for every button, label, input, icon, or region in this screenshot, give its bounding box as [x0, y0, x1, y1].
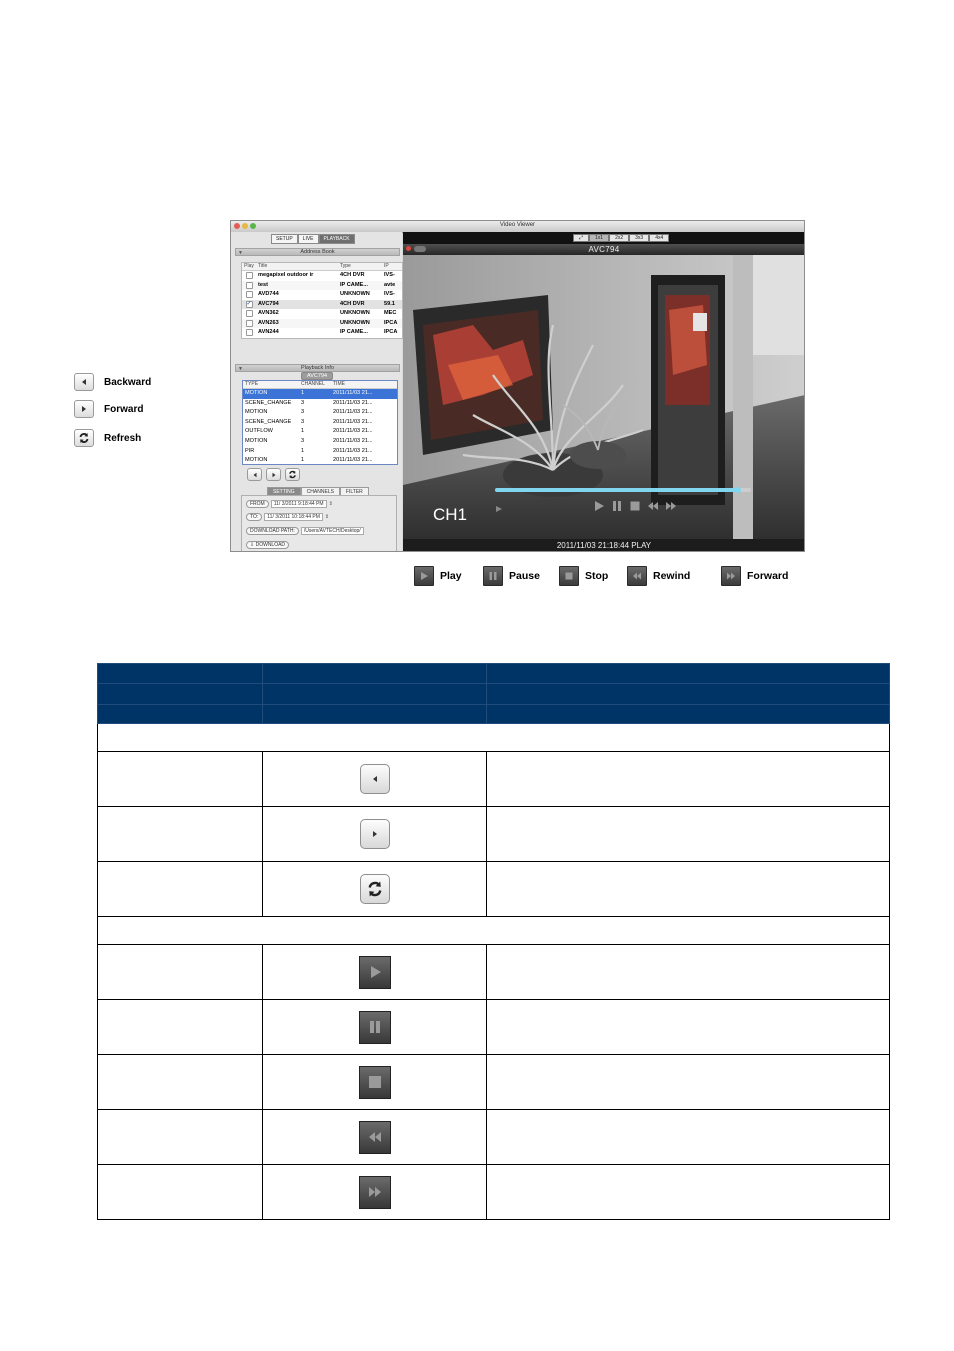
play-checkbox[interactable] [246, 272, 253, 279]
legend-refresh-label: Refresh [104, 432, 142, 444]
legend-pause-label: Pause [509, 570, 540, 582]
play-checkbox-cell [242, 319, 256, 329]
to-stepper-icon[interactable]: ⇕ [324, 514, 330, 520]
download-icon: ⇩ [250, 542, 256, 548]
device-ip: IPCA [384, 329, 398, 335]
column-play: Play [244, 263, 254, 269]
fullscreen-icon[interactable]: ⤢ [573, 234, 589, 242]
event-time: 2011/11/03 21... [333, 409, 373, 416]
play-checkbox-cell [242, 281, 256, 291]
left-panel [231, 232, 402, 552]
event-time: 2011/11/03 21... [333, 390, 373, 396]
fast-forward-icon [721, 566, 741, 586]
to-label: TO: [246, 513, 262, 521]
play-checkbox[interactable] [246, 320, 253, 327]
table-row [98, 1000, 890, 1055]
device-ip: IPCA [384, 319, 398, 326]
download-path-row [246, 527, 364, 535]
legend-play-label: Play [440, 570, 462, 582]
download-settings-box [241, 495, 397, 552]
address-book-row[interactable] [242, 271, 402, 281]
refresh-icon [74, 429, 94, 447]
table-row [98, 1055, 890, 1110]
to-row [246, 513, 329, 521]
device-ip: IVS- [384, 291, 395, 297]
small-play-icon[interactable] [495, 505, 503, 513]
layout-4x4-button[interactable]: 4x4 [649, 234, 669, 242]
from-datetime-field[interactable]: 11/ 3/2011 9:18:44 PM [271, 500, 327, 508]
fast-forward-icon [359, 1176, 391, 1209]
playback-event-row[interactable] [243, 389, 397, 399]
overlay-rewind-icon[interactable] [647, 500, 659, 512]
legend-forward [74, 400, 143, 418]
event-channel: 3 [301, 409, 305, 416]
download-path-field[interactable]: /Users/AVTECH/Desktop/ [301, 527, 364, 535]
pause-icon [483, 566, 503, 586]
tab-setup[interactable]: SETUP [271, 234, 298, 244]
column-channel: CHANNEL [301, 381, 325, 387]
download-button[interactable] [246, 541, 289, 549]
address-book-rows [242, 271, 402, 338]
legend-pause [483, 566, 540, 586]
backward-icon [360, 764, 390, 794]
device-type: IP CAME... [340, 281, 368, 288]
address-book-row[interactable] [242, 290, 402, 300]
play-checkbox[interactable]: ✓ [246, 300, 252, 307]
playback-event-row[interactable] [243, 437, 397, 447]
playback-event-table [242, 380, 398, 465]
device-title: AVN362 [258, 310, 279, 316]
event-type: SCENE_CHANGE [245, 418, 292, 425]
table-row [98, 752, 890, 807]
overlay-playback-controls [593, 500, 677, 512]
event-time: 2011/11/03 21... [333, 457, 373, 464]
video-feed[interactable] [403, 255, 805, 541]
backward-icon [74, 373, 94, 391]
legend-fast-forward-label: Forward [747, 570, 789, 582]
legend-backward [74, 373, 151, 391]
play-icon [359, 956, 391, 989]
event-channel: 1 [301, 447, 305, 454]
play-checkbox[interactable] [246, 310, 253, 317]
event-time: 2011/11/03 21... [333, 428, 373, 435]
device-type: UNKNOWN [340, 291, 370, 297]
overlay-play-icon[interactable] [593, 500, 605, 512]
playback-event-row[interactable] [243, 408, 397, 418]
play-checkbox[interactable] [246, 291, 253, 298]
layout-2x2-button[interactable]: 2x2 [609, 234, 629, 242]
legend-refresh [74, 429, 141, 447]
event-type: MOTION [245, 390, 268, 396]
address-book-row[interactable] [242, 281, 402, 291]
layout-buttons [573, 234, 669, 242]
legend-backward-label: Backward [104, 376, 152, 388]
playback-event-row[interactable] [243, 399, 397, 409]
device-title: AVN263 [258, 319, 279, 326]
table-header-row [98, 705, 890, 724]
playback-columns [243, 381, 397, 389]
legend-play [414, 566, 462, 586]
device-type: IP CAME... [340, 329, 368, 335]
event-channel: 3 [301, 418, 305, 425]
channel-name: AVC794 [588, 245, 620, 254]
address-book-header[interactable] [235, 248, 400, 256]
column-type: Type [340, 263, 351, 269]
playback-event-row[interactable] [243, 418, 397, 428]
column-title: Title [258, 263, 268, 269]
playback-info-title: Playback Info [300, 365, 335, 371]
device-ip: avte [384, 281, 396, 288]
column-time: TIME [333, 381, 345, 387]
play-checkbox-cell [242, 271, 256, 281]
forward-icon [74, 400, 94, 418]
play-checkbox-cell [242, 290, 256, 300]
legend-fast-forward [721, 566, 788, 586]
download-row [246, 541, 289, 549]
to-datetime-field[interactable]: 11/ 3/2011 10:18:44 PM [264, 513, 323, 521]
device-type: UNKNOWN [340, 310, 370, 316]
top-nav-tabs [271, 234, 355, 244]
play-checkbox-cell [242, 300, 256, 310]
column-event-type: TYPE [245, 381, 259, 387]
subtab-setting[interactable]: SETTING [267, 487, 301, 497]
table-row [98, 945, 890, 1000]
playback-event-row[interactable] [243, 456, 397, 465]
legend-forward-label: Forward [104, 403, 144, 415]
refresh-button[interactable] [285, 468, 300, 481]
subtab-filter[interactable]: FILTER [340, 487, 369, 497]
forward-icon [360, 819, 390, 849]
from-label: FROM [246, 500, 269, 508]
event-type: MOTION [245, 437, 268, 444]
event-type: MOTION [245, 457, 268, 464]
playback-rows [243, 389, 397, 465]
table-header-row [98, 664, 890, 684]
playback-event-row[interactable] [243, 427, 397, 437]
event-channel: 3 [301, 399, 305, 406]
from-row [246, 500, 333, 508]
play-checkbox[interactable] [246, 329, 253, 336]
legend-stop [559, 566, 608, 586]
play-checkbox[interactable] [246, 282, 253, 289]
from-stepper-icon[interactable]: ⇕ [328, 501, 333, 507]
subtab-channels[interactable]: CHANNELS [301, 487, 340, 497]
play-icon [414, 566, 434, 586]
device-title: AVN244 [258, 329, 279, 335]
channel-overlay-label: CH1 [433, 505, 468, 524]
video-panel [403, 232, 805, 552]
address-book-row[interactable] [242, 300, 402, 310]
device-title: AVC794 [258, 300, 279, 307]
seek-bar-progress [495, 488, 738, 492]
rewind-icon [359, 1121, 391, 1154]
device-type: UNKNOWN [340, 319, 370, 326]
column-ip: IP [384, 263, 389, 269]
table-row [98, 862, 890, 917]
event-nav-buttons [247, 468, 300, 481]
device-title: test [258, 281, 268, 288]
playback-status: 2011/11/03 21:18:44 PLAY [403, 539, 805, 552]
table-row [98, 1165, 890, 1220]
address-book-table [241, 262, 403, 339]
pause-icon [359, 1011, 391, 1044]
playback-info-header[interactable] [235, 364, 400, 372]
disclosure-triangle-icon: ▼ [238, 250, 243, 256]
window-title: Video Viewer [499, 222, 536, 228]
event-type: PIR [245, 447, 255, 454]
refresh-icon [360, 874, 390, 904]
stop-icon [359, 1066, 391, 1099]
address-book-row[interactable] [242, 319, 402, 329]
event-channel: 3 [301, 437, 305, 444]
table-section-row [98, 724, 890, 752]
layout-1x1-button[interactable]: 1x1 [589, 234, 609, 242]
table-row [98, 807, 890, 862]
event-type: MOTION [245, 409, 268, 416]
address-book-row[interactable] [242, 328, 402, 338]
overlay-fast-forward-icon[interactable] [665, 500, 677, 512]
event-time: 2011/11/03 21... [333, 437, 373, 444]
playback-event-row[interactable] [243, 447, 397, 457]
viewer-toolbar [403, 232, 805, 244]
rewind-icon [627, 566, 647, 586]
backward-button[interactable] [247, 468, 262, 481]
device-title: megapixel outdoor ir [258, 272, 314, 278]
device-type: 4CH DVR [340, 272, 365, 278]
legend-rewind [627, 566, 690, 586]
address-book-row[interactable] [242, 309, 402, 319]
device-ip: 59.1 [384, 300, 395, 307]
disclosure-triangle-icon: ▼ [238, 366, 243, 372]
device-ip: MEC [384, 310, 397, 316]
table-header-row [98, 684, 890, 705]
seek-bar-handle [735, 487, 741, 493]
download-path-label: DOWNLOAD PATH: [246, 527, 299, 535]
event-time: 2011/11/03 21... [333, 447, 373, 454]
device-title: AVD744 [258, 291, 279, 297]
event-time: 2011/11/03 21... [333, 399, 373, 406]
camera-scene-image [403, 255, 805, 541]
tab-live[interactable]: LIVE [298, 234, 319, 244]
overlay-pause-icon[interactable] [611, 500, 623, 512]
stop-icon [559, 566, 579, 586]
play-checkbox-cell [242, 309, 256, 319]
play-checkbox-cell [242, 328, 256, 338]
table-section-row [98, 917, 890, 945]
tab-playback[interactable]: PLAYBACK [319, 234, 355, 244]
event-time: 2011/11/03 21... [333, 418, 373, 425]
table-row [98, 1110, 890, 1165]
event-channel: 1 [301, 390, 305, 396]
address-book-columns [242, 263, 402, 271]
download-button-label: DOWNLOAD [255, 542, 286, 548]
event-channel: 1 [301, 428, 305, 435]
device-tag: AVC794 [301, 372, 333, 380]
layout-3x3-button[interactable]: 3x3 [629, 234, 649, 242]
video-viewer-window [230, 220, 805, 552]
event-channel: 1 [301, 457, 305, 464]
event-type: SCENE_CHANGE [245, 399, 292, 406]
legend-stop-label: Stop [585, 570, 609, 582]
function-table [97, 663, 890, 1220]
legend-rewind-label: Rewind [653, 570, 691, 582]
device-type: 4CH DVR [340, 300, 365, 307]
address-book-title: Address Book [300, 249, 335, 255]
channel-header-bar [403, 244, 805, 255]
forward-button[interactable] [266, 468, 281, 481]
device-ip: IVS- [384, 272, 395, 278]
overlay-stop-icon[interactable] [629, 500, 641, 512]
event-type: OUTFLOW [245, 428, 273, 435]
